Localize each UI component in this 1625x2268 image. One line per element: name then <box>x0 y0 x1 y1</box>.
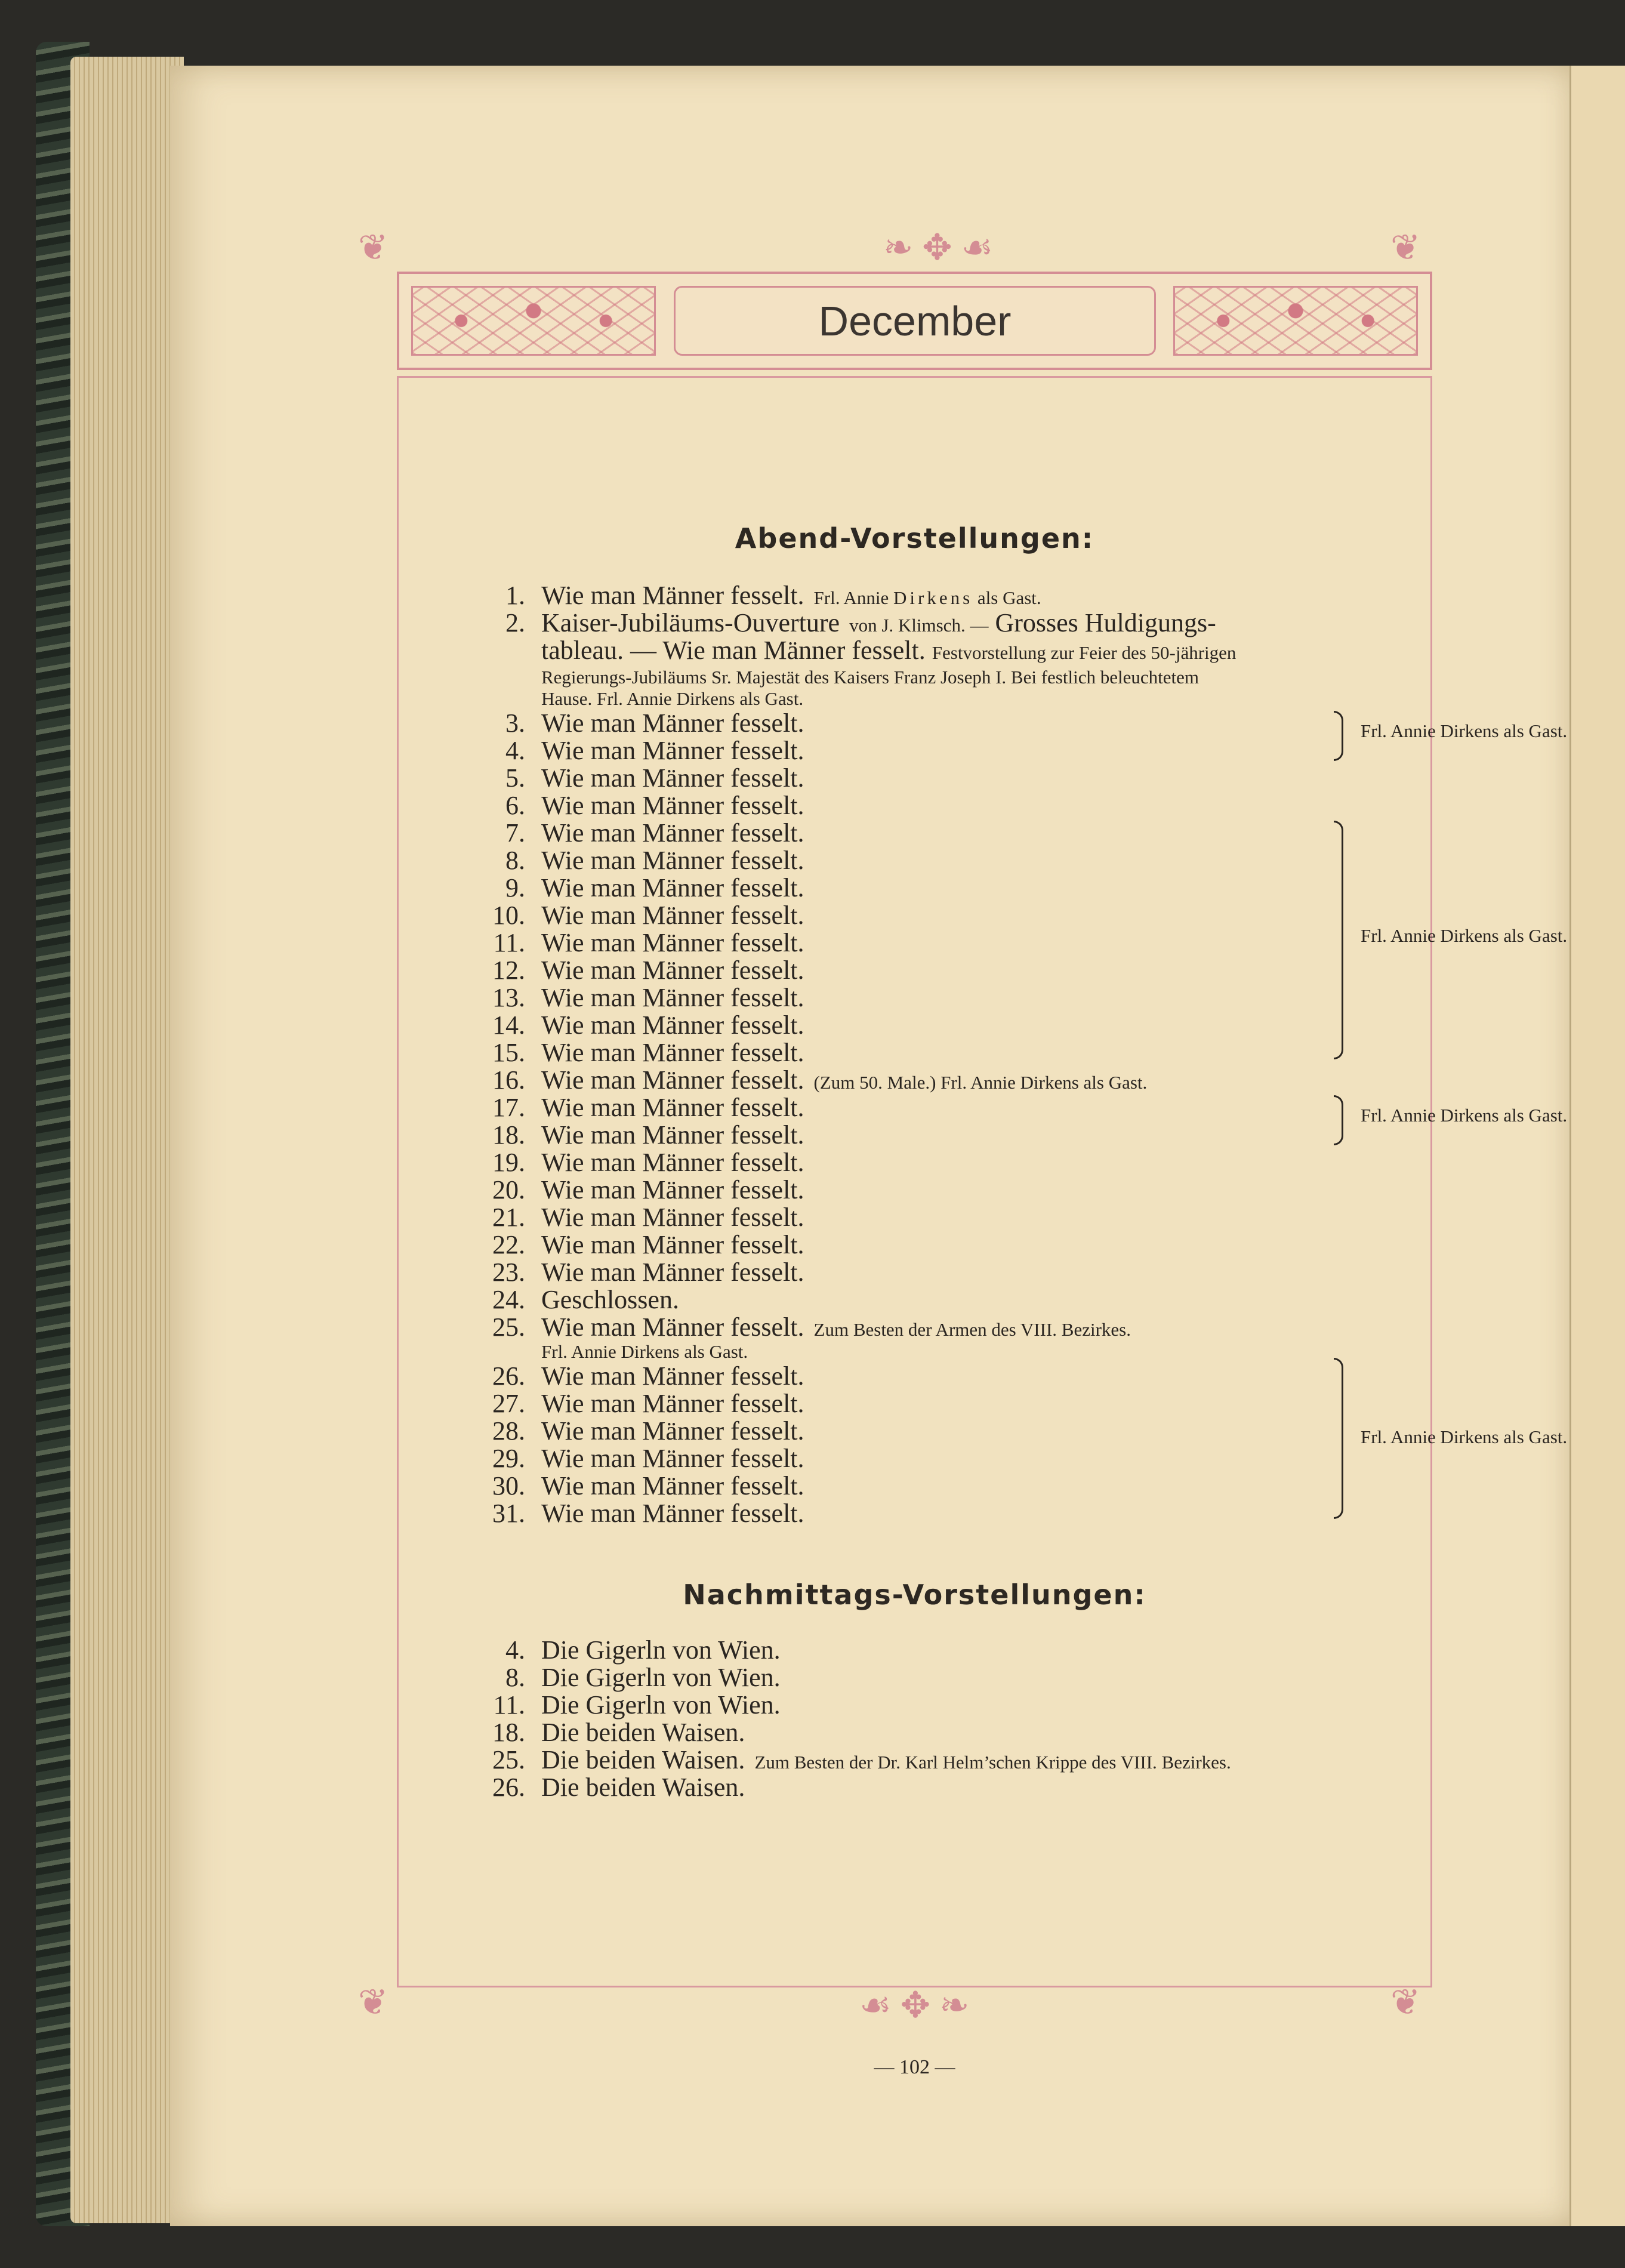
corner-flourish-icon: ❦ <box>358 228 388 267</box>
brace-7-15 <box>1334 821 1343 1059</box>
corner-flourish-icon: ❦ <box>1390 228 1421 267</box>
list-item: 8. Die Gigerln von Wien. <box>505 1663 781 1692</box>
brace-label: Frl. Annie Dirkens als Gast. <box>1361 720 1568 741</box>
list-item: 20. Wie man Männer fesselt. <box>492 1175 804 1204</box>
list-item: 17. Wie man Männer fesselt. <box>492 1093 804 1122</box>
list-item: 12. Wie man Männer fesselt. <box>492 956 804 985</box>
list-item: 8. Wie man Männer fesselt. <box>505 846 804 875</box>
list-item-continuation: Hause. Frl. Annie Dirkens als Gast. <box>541 688 804 709</box>
corner-flourish-icon: ❦ <box>1390 1983 1421 2022</box>
list-item-continuation: Regierungs-Jubiläums Sr. Majestät des Kaisers Franz Joseph I. Bei festlich beleuchtetem <box>541 667 1199 688</box>
list-item: 15. Wie man Männer fesselt. <box>492 1038 804 1067</box>
list-item: 30. Wie man Männer fesselt. <box>492 1471 804 1500</box>
brace-label: Frl. Annie Dirkens als Gast. <box>1361 1105 1568 1126</box>
brace-label: Frl. Annie Dirkens als Gast. <box>1361 925 1568 946</box>
list-item: 31. Wie man Männer fesselt. <box>492 1499 804 1528</box>
list-item: 11. Wie man Männer fesselt. <box>493 928 804 957</box>
evening-heading: Abend-Vorstellungen: <box>735 522 1094 554</box>
list-item: 4. Die Gigerln von Wien. <box>505 1635 781 1665</box>
list-item: 19. Wie man Männer fesselt. <box>492 1148 804 1177</box>
evening-list <box>465 582 1396 1527</box>
list-item: 14. Wie man Männer fesselt. <box>492 1010 804 1040</box>
list-item: 29. Wie man Männer fesselt. <box>492 1444 804 1473</box>
corner-flourish-icon: ❦ <box>358 1983 388 2022</box>
list-item-continuation: tableau. — Wie man Männer fesselt. Festvorstellung zur Feier des 50-jährigen <box>541 636 1237 665</box>
afternoon-list <box>465 1637 1396 1801</box>
list-item: 18. Die beiden Waisen. <box>492 1718 745 1747</box>
list-item: 23. Wie man Männer fesselt. <box>492 1258 804 1287</box>
list-item: 26. Wie man Männer fesselt. <box>492 1361 804 1391</box>
list-item: 21. Wie man Männer fesselt. <box>492 1203 804 1232</box>
center-flourish-icon: ❧ ✥ ☙ <box>883 228 994 267</box>
list-item: 26. Die beiden Waisen. <box>492 1773 745 1802</box>
list-item: 10. Wie man Männer fesselt. <box>492 901 804 930</box>
list-item: 28. Wie man Männer fesselt. <box>492 1416 804 1446</box>
list-item: 25. Die beiden Waisen. Zum Besten der Dr. Karl Helm’schen Krippe des VIII. Bezirkes. <box>492 1745 1231 1774</box>
list-item: 9. Wie man Männer fesselt. <box>505 873 804 902</box>
list-item: 13. Wie man Männer fesselt. <box>492 983 804 1012</box>
list-item: 3. Wie man Männer fesselt. <box>505 708 804 738</box>
center-flourish-icon: ☙ ✥ ❧ <box>859 1986 970 2025</box>
floral-ornament-icon <box>411 286 656 356</box>
list-item: 4. Wie man Männer fesselt. <box>505 736 804 765</box>
facing-page-edge <box>1570 66 1625 2226</box>
list-item: 2. Kaiser-Jubiläums-Ouverture von J. Klimsch. — Grosses Huldigungs- <box>505 608 1216 637</box>
month-title: December <box>818 297 1012 344</box>
list-item-continuation: Frl. Annie Dirkens als Gast. <box>541 1341 748 1362</box>
list-item: 5. Wie man Männer fesselt. <box>505 763 804 793</box>
brace-26-31 <box>1334 1358 1343 1519</box>
list-item: 27. Wie man Männer fesselt. <box>492 1389 804 1418</box>
floral-ornament-icon <box>1173 286 1418 356</box>
month-header <box>397 272 1432 370</box>
month-title-box <box>674 286 1156 356</box>
brace-3-4 <box>1334 711 1343 761</box>
list-item: 1. Wie man Männer fesselt. Frl. Annie Dirkens als Gast. <box>505 581 1041 610</box>
list-item: 7. Wie man Männer fesselt. <box>505 818 804 848</box>
list-item: 22. Wie man Männer fesselt. <box>492 1230 804 1259</box>
list-item: 18. Wie man Männer fesselt. <box>492 1120 804 1150</box>
page-stack-edge <box>70 57 184 2223</box>
list-item: 24. Geschlossen. <box>492 1285 679 1314</box>
list-item: 11. Die Gigerln von Wien. <box>493 1690 781 1720</box>
list-item: 16. Wie man Männer fesselt. (Zum 50. Male.) Frl. Annie Dirkens als Gast. <box>492 1065 1148 1095</box>
afternoon-heading: Nachmittags-Vorstellungen: <box>683 1579 1146 1611</box>
list-item: 6. Wie man Männer fesselt. <box>505 791 804 820</box>
list-item: 25. Wie man Männer fesselt. Zum Besten der Armen des VIII. Bezirkes. <box>492 1312 1131 1342</box>
page-number: — 102 — <box>874 2056 955 2078</box>
brace-17-18 <box>1334 1095 1343 1145</box>
brace-label: Frl. Annie Dirkens als Gast. <box>1361 1426 1568 1447</box>
